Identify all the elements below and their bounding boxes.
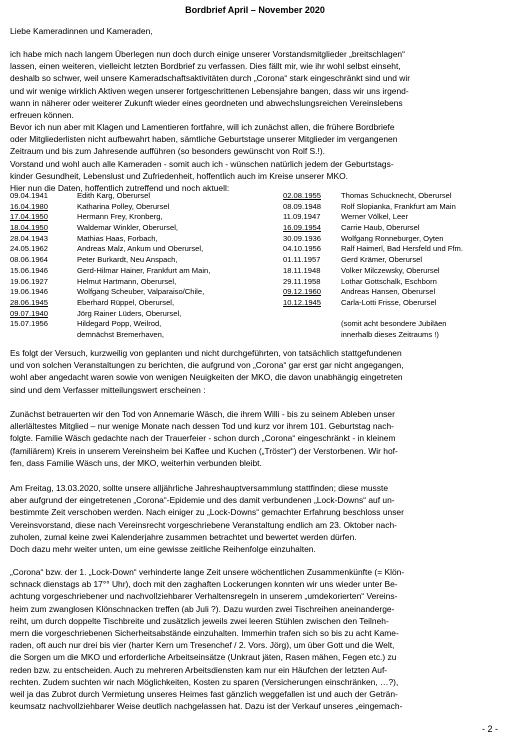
text-line: heim zum zwanglosen Klönschnacken treffen (ab Juli ?). Dazu wurden zwei Tischreihen aneinanderge- bbox=[10, 603, 395, 614]
birthday-date: 09.07.1940 bbox=[10, 308, 49, 318]
paragraph-birthdays-intro bbox=[10, 121, 500, 194]
paragraph-lockdown bbox=[10, 566, 500, 712]
text-line: schnack dienstags ab 17°° Uhr), doch mit den zaghaften Lockerungen konnten wir uns wieder unter Be- bbox=[10, 579, 398, 590]
birthday-row bbox=[10, 319, 210, 330]
text-line: Vorstand und wohl auch alle Kameraden - somit auch ich - wünschen natürlich jedem der Geburtstags- bbox=[10, 158, 394, 169]
text-line: reiht, um durch doppelte Tischbreite und zusätzlich jeweils zwei leeren Stühlen zwischen den Teilneh- bbox=[10, 615, 389, 626]
text-line: oder Mitgliederlisten nicht aufbewahrt haben, sämtliche Geburtstage unserer Mitglieder im vergangenen bbox=[10, 134, 398, 145]
member-name: Wolfgang Ronneburger, Oyten bbox=[341, 233, 444, 243]
birthday-list-right bbox=[283, 191, 463, 341]
text-line: erfreuen können. bbox=[10, 109, 74, 120]
member-name: Werner Völkel, Leer bbox=[341, 212, 408, 222]
birthday-row bbox=[10, 202, 210, 213]
birthday-row bbox=[283, 298, 463, 309]
member-name: (somit acht besondere Jubiläen bbox=[341, 319, 447, 329]
member-name: Hildegard Popp, Weilrod, bbox=[77, 319, 162, 329]
text-line: sind und dem Verfasser mitteilungswert erscheinen : bbox=[10, 384, 206, 395]
member-name: Mathias Haas, Forbach, bbox=[77, 233, 158, 243]
birthday-date: 17.04.1950 bbox=[10, 212, 49, 222]
birthday-row bbox=[283, 244, 463, 255]
member-name: Hermann Frey, Kronberg, bbox=[77, 212, 163, 222]
member-name: innerhalb dieses Zeitraums !) bbox=[341, 329, 439, 339]
text-line: raden, oft auch nur drei bis vier (harter Kern um Tresenchef / 2. Vors. Jörg), um über Gott und die Welt, bbox=[10, 640, 395, 651]
text-line: kinder Gesundheit, Lebenslust und Zufriedenheit, hoffentlich auch im Kreise unserer MKO. bbox=[10, 170, 349, 181]
member-name: Edith Karg, Oberursel bbox=[77, 191, 151, 200]
birthday-list-left bbox=[10, 191, 210, 341]
birthday-row bbox=[10, 277, 210, 288]
member-name: Wolfgang Scheuber, Valparaiso/Chile, bbox=[77, 287, 205, 297]
member-name: Eberhard Rüppel, Oberursel, bbox=[77, 297, 175, 307]
paragraph-annual-meeting bbox=[10, 482, 500, 555]
document-title: Bordbrief April – November 2020 bbox=[185, 5, 325, 15]
text-line: deshalb so schwer, weil unsere Kameradschaftsaktivitäten durch „Corona“ stark eingeschränkt sind und wir bbox=[10, 73, 411, 84]
birthday-date: 01.11.1957 bbox=[283, 255, 321, 265]
text-line: keumsatz nachvollziehbarer Weise deutlich nachgelassen hat. Dazu ist der Verkauf unseres „eingemach- bbox=[10, 701, 403, 712]
text-line: Zunächst betrauerten wir den Tod von Annemarie Wäsch, die ihrem Willi - bis zu seinem Ableben unser bbox=[10, 409, 395, 419]
text-line: fen, dass Familie Wäsch uns, der MKO, weiterhin verbunden bleibt. bbox=[10, 457, 262, 468]
birthday-row bbox=[10, 266, 210, 277]
greeting bbox=[10, 25, 500, 37]
birthday-row bbox=[283, 191, 463, 202]
birthday-date: 30.09.1936 bbox=[283, 233, 322, 243]
birthday-date: 11.09.1947 bbox=[283, 212, 321, 222]
birthday-row bbox=[10, 191, 210, 202]
birthday-row bbox=[283, 234, 463, 245]
text-line: wann in näherer oder weiterer Zukunft wieder eines geordneten und abwechslungsreichen Vereinslebens bbox=[10, 97, 403, 108]
text-line: aber aufgrund der eingetretenen „Corona“-Epidemie und des damit verbundenen „Lock-Downs“ auf un- bbox=[10, 495, 395, 506]
birthday-row bbox=[10, 298, 210, 309]
birthday-row bbox=[283, 202, 463, 213]
text-line: mern die vorgeschriebenen Sicherheitsabstände einzuhalten. Immerhin trafen sich so bis zu acht Kame- bbox=[10, 627, 399, 638]
birthday-date: 16.09.1954 bbox=[283, 223, 322, 233]
birthday-row bbox=[10, 212, 210, 223]
member-name: Gerd-Hilmar Hainer, Frankfurt am Main, bbox=[77, 265, 211, 275]
birthday-date: 08.09.1948 bbox=[283, 201, 322, 211]
text-line: bestimmte Zeit verschoben werden. Nach einiger zu „Lock-Downs“ gemachter Erfahrung beschloss unser bbox=[10, 507, 404, 518]
birthday-date: 28.04.1943 bbox=[10, 233, 49, 243]
birthday-row bbox=[283, 287, 463, 298]
text-line: folgte. Familie Wäsch gedachte nach der Trauerfeier - schon durch „Corona“ eingeschränkt - in kleinem bbox=[10, 433, 396, 444]
birthday-row bbox=[10, 234, 210, 245]
text-line: Vereinsvorstand, diese nach Vereinsrecht vorgeschriebene Veranstaltung endlich am 23. Oktober nach- bbox=[10, 519, 397, 530]
birthday-date: 19.06.1927 bbox=[10, 276, 49, 286]
birthday-date: 28.06.1945 bbox=[10, 297, 49, 307]
birthday-row bbox=[10, 255, 210, 266]
birthday-row bbox=[10, 309, 210, 320]
member-name: Andreas Hansen, Oberursel bbox=[341, 287, 436, 297]
text-line: wohl aber angedacht waren sowie von wenigen Neuigkeiten der MKO, die davon unabhängig eingetreten bbox=[10, 372, 403, 383]
text-line: weil ja das Zubrot durch Vermietung unseres Heimes fast gänzlich weggefallen ist und auch der Geträn- bbox=[10, 688, 398, 699]
birthday-date: 19.06.1946 bbox=[10, 287, 49, 297]
page-number: - 2 - bbox=[481, 724, 498, 734]
member-name: demnächst Bremerhaven, bbox=[77, 329, 164, 339]
birthday-date: 15.06.1946 bbox=[10, 265, 49, 275]
text-line: allerlältestes Mitglied – nur wenige Monate nach dessen Tod und kurz vor ihrem 101. Geburtstag nach- bbox=[10, 421, 394, 432]
member-name: Carla-Lotti Frisse, Oberursel bbox=[341, 297, 437, 307]
birthday-date: 16.04.1980 bbox=[10, 201, 49, 211]
text-line: achtung vorgeschriebener und nachvollziehbarer Verhaltensregeln in unserem „umdekorierten“ Vereins- bbox=[10, 591, 398, 602]
birthday-row bbox=[10, 287, 210, 298]
birthday-date: 04.10.1956 bbox=[283, 244, 322, 254]
birthday-row bbox=[283, 277, 463, 288]
text-line: (familiärem) Kreis in unserem Vereinsheim bei Kaffee und Kuchen („Tröster“) der Verstorbenen. Wir hof- bbox=[10, 445, 398, 456]
birthday-date: 24.05.1962 bbox=[10, 244, 49, 254]
birthday-row bbox=[283, 319, 463, 330]
birthday-row bbox=[283, 266, 463, 277]
birthday-row bbox=[283, 330, 463, 341]
member-name: Rolf Slopianka, Frankfurt am Main bbox=[341, 201, 456, 211]
member-name: Waldemar Winkler, Oberursel, bbox=[77, 223, 178, 233]
birthday-row bbox=[283, 223, 463, 234]
paragraph-obituary bbox=[10, 408, 500, 469]
birthday-date: 09.12.1960 bbox=[283, 287, 322, 297]
text-line: die Sorgen um die MKO und erforderliche Arbeitseinsätze (Unkraut jäten, Rasen mähen, Fegen etc.) zu bbox=[10, 652, 397, 663]
member-name: Katharina Polley, Oberursel bbox=[77, 201, 170, 211]
birthday-row bbox=[10, 223, 210, 234]
text-line: lassen, einen weiteren, vielleicht letzten Bordbrief zu verfassen. Dies fällt mir, wie ihr wohl selbst einseht, bbox=[10, 61, 401, 72]
birthday-date: 09.04.1941 bbox=[10, 191, 49, 200]
birthday-row bbox=[10, 330, 210, 341]
member-name: Thomas Schucknecht, Oberursel bbox=[341, 191, 452, 200]
member-name: Andreas Malz, Ankum und Oberursel, bbox=[77, 244, 204, 254]
greeting-line: Liebe Kameradinnen und Kameraden, bbox=[10, 26, 153, 36]
member-name: Lothar Gottschalk, Eschborn bbox=[341, 276, 437, 286]
text-line: Doch dazu mehr weiter unten, um eine gewisse zeitliche Reihenfolge einzuhalten. bbox=[10, 543, 316, 554]
member-name: Volker Milczewsky, Oberursel bbox=[341, 265, 440, 275]
text-line: und von solchen Veranstaltungen zu berichten, die aufgrund von „Corona“ gar erst gar nicht angegangen, bbox=[10, 360, 404, 371]
birthday-date: 08.06.1964 bbox=[10, 255, 49, 265]
text-line: Am Freitag, 13.03.2020, sollte unsere alljährliche Jahreshauptversammlung stattfinden; diese musste bbox=[10, 483, 389, 493]
birthday-row bbox=[283, 255, 463, 266]
text-line: ich habe mich nach langem Überlegen nun doch durch einige unserer Vorstandsmitglieder „breitschlagen“ bbox=[10, 49, 405, 59]
text-line: reden bzw. zu entscheiden. Auch zu mehreren Arbeitsdiensten kam nur ein Häufchen der letzten Auf- bbox=[10, 664, 388, 675]
birthday-date: 15.07.1956 bbox=[10, 319, 49, 329]
paragraph-intro bbox=[10, 48, 500, 121]
birthday-date: 02.08.1955 bbox=[283, 191, 322, 200]
birthday-row bbox=[283, 309, 463, 320]
text-line: „Corona“ bzw. der 1. „Lock-Down“ verhinderte lange Zeit unsere wöchentlichen Zusammenkünfte (= Klön- bbox=[10, 567, 405, 577]
text-line: rechten. Zudem suchten wir nach Möglichkeiten, Kosten zu sparen (Versicherungen einschränken, …?), bbox=[10, 676, 399, 687]
birthday-date: 29.11.1958 bbox=[283, 276, 321, 286]
member-name: Helmut Hartmann, Oberursel, bbox=[77, 276, 177, 286]
member-name: Carrie Haub, Oberursel bbox=[341, 223, 420, 233]
birthday-row bbox=[10, 244, 210, 255]
member-name: Jörg Rainer Lüders, Oberursel, bbox=[77, 308, 182, 318]
member-name: Peter Burkardt, Neu Anspach, bbox=[77, 255, 178, 265]
birthday-row bbox=[283, 212, 463, 223]
birthday-date: 18.04.1950 bbox=[10, 223, 49, 233]
member-name: Ralf Haimerl, Bad Hersfeld und Ffm. bbox=[341, 244, 463, 254]
text-line: Es folgt der Versuch, kurzweilig von geplanten und nicht durchgeführten, von tatsächlich stattgefundenen bbox=[10, 348, 402, 358]
birthday-date: 10.12.1945 bbox=[283, 297, 322, 307]
paragraph-report-intro bbox=[10, 347, 500, 396]
birthday-date: 18.11.1948 bbox=[283, 265, 321, 275]
text-line: und wir wenige wirklich Aktiven wegen unserer fortgeschrittenen Lebensjahre bangen, dass wir uns irgend- bbox=[10, 85, 409, 96]
text-line: Bevor ich nun aber mit Klagen und Lamentieren fortfahre, will ich zunächst allen, die frühere Bordbriefe bbox=[10, 122, 395, 132]
text-line: Hier nun die Daten, hoffentlich zutreffend und noch aktuell: bbox=[10, 182, 230, 193]
text-line: Zeitraum und bis zum Jahresende aufführen (so besonders gewünscht von Rolf S.!). bbox=[10, 146, 326, 157]
member-name: Gerd Krämer, Oberursel bbox=[341, 255, 423, 265]
text-line: zuholen, zumal keine zwei Kalenderjahre zusammen betrachtet und bewertet werden dürfen. bbox=[10, 531, 357, 542]
